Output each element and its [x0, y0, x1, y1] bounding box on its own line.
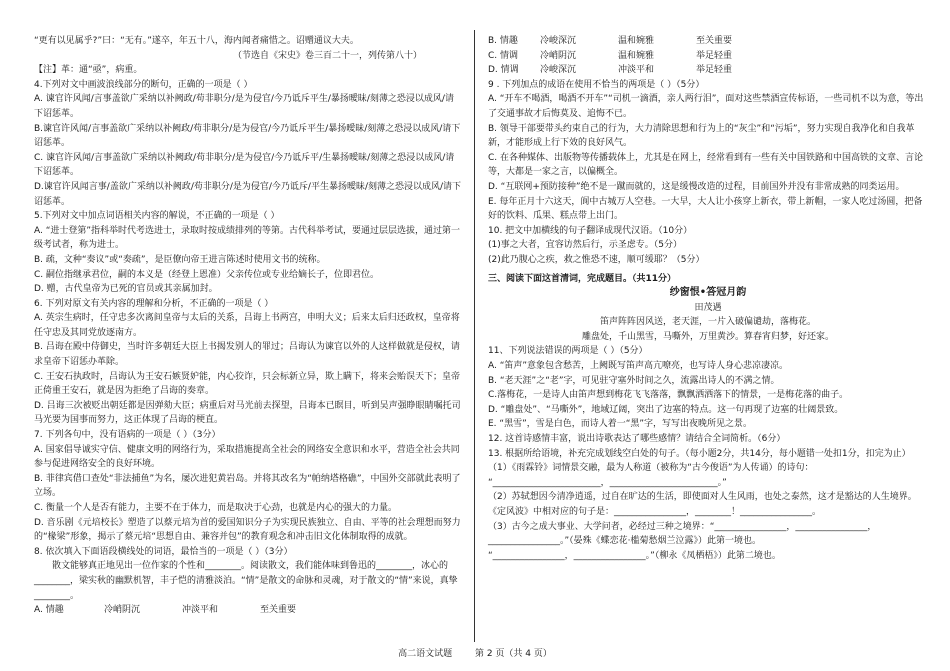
option-word-3: 至关重要 [696, 36, 733, 46]
q13-item-1: （1）《雨霖铃》词情景交融，最为人称道（被称为“古今俊语”为人传诵）的诗句： [488, 463, 814, 474]
q9-option-a: A. “开车不喝酒，喝酒不开车”“司机一滴酒，亲人两行泪”，面对这些禁酒宣传标语，一些司机不以为意，等出了交通事故才后悔莫及、追悔不已。 [488, 94, 924, 119]
left-column [34, 34, 462, 618]
q9-option-d: D. “互联网+预防接种”绝不是一蹴而就的，这是缓慢改造的过程，目前国外并没有非常成熟的同类运用。 [488, 181, 905, 192]
question-6: 6. 下列对原文有关内容的理解和分析，不正确的一项是（ ） [34, 298, 274, 309]
question-5: 5.下列对文中加点词语相关内容的解说，不正确的一项是（ ） [34, 211, 280, 222]
q13-item-2: （2）苏轼想因今清净逍遥，过自在旷达的生活，即使面对人生风雨，也处之泰然，这才是豁达的人生境界。《定风波》中相对应的句子是：________________，________！________________。 [488, 492, 917, 517]
option-label: C. 情调 [488, 50, 519, 61]
q6-option-c: C. 王安石执政时，吕诲认为王安石嫉贤妒能，内心狡诈，只会标新立异，欺上瞒下，将来会贻误天下；皇帝正倚重王安石，就是因为拒绝了吕诲的奏章。 [34, 371, 461, 397]
right-column [488, 34, 928, 563]
question-8: 8. 依次填入下面语段横线处的词语，最恰当的一项是（ ）（3分） [34, 546, 293, 557]
option-word-1: 冷峻深沉 [540, 36, 577, 46]
question-10: 10. 把文中加横线的句子翻译成现代汉语。（10分） [488, 225, 693, 236]
q13-item-3: （3）古今之成大事业、大学问者，必经过三种之境界：“________________，________________，________________。”（晏殊《蝶恋花·槛菊愁烟兰泣露》）此第一境也。 [488, 521, 877, 547]
q7-option-b: B. 菲律宾借口查处“非法捕鱼”为名，屡次进犯黄岩岛。并将其改名为“帕纳塔格礁”，中国外交部就此表明了立场。 [34, 473, 461, 499]
q11-option-b: B. “老天涯”之“老”字，可见驻守塞外时间之久，流露出诗人的不满之情。 [488, 375, 780, 386]
poem-title: 纱窗恨•答冠月韵 [669, 287, 747, 299]
footer-subject: 高二语文试题 [398, 649, 453, 659]
q4-option-b: B.谏官许风闻/言事盖欲广采纳以补阙政/苟非职分/是为侵官/今乃诋斥平生/暴扬曖昧/刻薄之恐浸以成风/请下诏惩革。 [34, 123, 461, 149]
option-word-2: 温和婉雅 [618, 50, 655, 61]
q13-item-1-blank: “________________________，________________________。” [488, 477, 727, 488]
q11-option-a: A. “笛声”意象包含愁苦，上阙既写笛声高亢嘹亮，也写诗人身心悲凉凄凉。 [488, 361, 789, 372]
option-label: D. 情调 [488, 65, 519, 76]
q5-option-c: C. 嗣位指继承君位，嗣的本义是（经登上恩准）父亲传位或专业给嫡长子，位即君位。 [34, 269, 380, 280]
q9-option-c: C. 在各种媒体、出版物等传播载体上，尤其是在网上，经常看到有一些有关中国铁路和中国高铁的文章、言论等，大都是一家之言，以偏概全。 [488, 152, 924, 178]
q5-option-b: B. 疏，文种“奏议”或“奏疏”，是臣僚向帝王进言陈述时使用文书的统称。 [34, 254, 326, 265]
q11-option-c: C.落梅花，一是诗人由笛声想到梅花飞飞落落，飘飘洒洒落下的情景，一是梅花落的曲子。 [488, 390, 849, 401]
q8-passage: 散文能够真正地见出一位作家的个性和________。阅读散文，我们能体味到鲁迅的________，冰心的________，梁实秋的幽默机智，丰子恺的清雅淡泊。“情”是散文的命脉和灵魂，对于散文的“情”来说，真挚________。 [34, 561, 458, 601]
q7-option-c: C. 衡量一个人是否有能力，主要不在于体力，而是取决于心劲，也就是内心的强大的力量。 [34, 503, 398, 513]
poem-line-1: 笛声阵阵因风送，老天涯，一片入破偏谴劫，落梅花。 [599, 317, 816, 328]
option-word-1: 冷峭阴沉 [104, 605, 141, 616]
section-3-title: 三、阅读下面这首清词，完成题目。（共11分） [488, 273, 677, 284]
q5-option-d: D. 赠，古代皇帝为已死的官员或其亲属加封。 [34, 284, 218, 295]
q6-option-a: A. 英宗生病时，任守忠多次离间皇帝与太后的关系，吕诲上书两宫，申明大义；后来太后归还政权，皇帝将任守忠及其同党放逐南方。 [34, 313, 460, 338]
footer-page-number: 第 2 页（共 4 页） [474, 649, 552, 659]
option-word-3: 至关重要 [260, 605, 297, 616]
page-footer [0, 646, 950, 659]
option-label: B. 情趣 [488, 36, 518, 46]
q6-option-b: B. 吕诲在殿中侍御史，当时许多朝廷大臣上书揭发别人的罪过；吕诲认为谏官以外的人这样做就是侵权，请求皇帝下诏惩办革除。 [34, 342, 460, 368]
q4-option-a: A. 谏官许风闻/言事盖欲广采纳以补阙政/苟非职分/是为侵官/今乃诋斥平生/暴扬曖昧/刻薄之恐浸以成风/请下诏惩革。 [34, 94, 454, 119]
question-12: 12. 这首诗感情丰富，说出诗歌表达了哪些感情？请结合全词简析。（6分） [488, 434, 786, 445]
question-9: 9 . 下列加点的成语在使用不恰当的两项是（ ）（5分） [488, 79, 705, 90]
q9-option-e: E. 每年正月十六这天，阆中古城万人空巷。一大早，大人让小孩穿上新衣，带上新帽，一家人吃过汤圆，把备好的饮料、瓜果、糕点带上出门。 [488, 196, 923, 222]
option-word-1: 冷峭阴沉 [540, 50, 577, 61]
q8-option-b [488, 34, 928, 49]
q6-option-d: D. 吕诲三次被贬出朝廷都是因弹劾大臣；病重后对马光前去探望，吕诲本已瞑目，听到吴声强睁眼睛嘱托司马光要为国事而努力，这正体现了吕诲的梗直。 [34, 400, 461, 426]
q13-item-3-cont: “________________，________________。”（柳永《凤栖梧》）此第二境也。 [488, 550, 781, 561]
option-word-2: 冲淡平和 [182, 605, 219, 616]
q10-sentence-1: (1)事之大者，宜容访然后行，示圣虑专。（5分） [488, 240, 682, 251]
poem-line-2: 雕盘处，千山黑雪，马嘶外，万里黄沙。算春宵归梦，好还家。 [581, 331, 834, 342]
column-divider [474, 30, 475, 642]
passage-source: （节选自《宋史》卷三百二十一，列传第八十） [232, 50, 422, 61]
q8-option-c [488, 49, 928, 64]
option-word-3: 举足轻重 [696, 50, 733, 61]
passage-ending: “更有以见属乎?”曰：“无有。”遂卒，年五十八，海内闻者痛惜之。诏赠通议大夫。 [34, 36, 359, 46]
question-7: 7. 下列各句中，没有语病的一项是（ ）（3分） [34, 430, 221, 441]
q8-option-a [34, 603, 462, 618]
option-label: A. 情趣 [34, 605, 64, 616]
q8-option-d [488, 63, 928, 78]
q11-option-d: D. “雕盘处”、“马嘶外”，地域辽阔，突出了边塞的特点。这一句再现了边塞的壮阔景致。 [488, 404, 844, 415]
q9-option-b: B. 领导干部要带头约束自己的行为，大力清除思想和行为上的“灰尘”和“污垢”，努力实现自我净化和自我革新，才能形成上行下效的良好风气。 [488, 123, 915, 149]
poem-author: 田茂遇 [694, 302, 722, 313]
q5-option-a: A. “进士登第”指科举时代考选进士，录取时按成绩排列的等第。古代科举考试，要通过层层选拔，通过第一级考试者，称为进士。 [34, 225, 461, 251]
q4-option-d: D.谏官许风闻言事/盖欲广采纳以补阙政/苟非职分/是为侵官/今乃诋斥/平生暴扬曖昧/刻薄之恐浸以成风/请下诏惩革。 [34, 181, 462, 207]
q7-option-a: A. 国家倡导诚实守信、健康文明的网络行为，采取措施提高全社会的网络安全意识和水平，营造全社会共同参与促进网络安全的良好环境。 [34, 444, 460, 470]
q7-option-d: D. 音乐剧《元培校长》塑造了以蔡元培为首的爱国知识分子为实现民族独立、自由、平等的社会理想而努力的“椽梁”形象，揭示了蔡元培“思想自由、兼容并包”的教育观念和冲击旧文化体制取得的成就。 [34, 517, 461, 543]
option-word-2: 冲淡平和 [618, 65, 655, 76]
question-4: 4.下列对文中画波浪线部分的断句，正确的一项是（ ） [34, 79, 253, 90]
option-word-3: 举足轻重 [696, 65, 733, 76]
q10-sentence-2: (2)此乃腹心之疾，救之惟恐不速，顺可缓耶？（5分） [488, 254, 705, 265]
q4-option-c: C. 谏官许风闻/言事盖欲广采纳以补阙政/苟非职分/是为侵官/今乃诋斥平/生暴扬曖昧/刻薄之恐浸以成风/请下诏惩革。 [34, 152, 455, 178]
q11-option-e: E. “黑雪”，雪是白色，而诗人着一“黑”字，写写出夜晚所见之景。 [488, 419, 753, 430]
annotation-note: 【注】革：通“亟”，病重。 [34, 65, 143, 76]
option-word-1: 冷峻深沉 [540, 65, 577, 76]
option-word-2: 温和婉雅 [618, 36, 655, 46]
question-13: 13. 根据所给语境，补充完成划线空白处的句子。（每小题2分，共14分，每小题错一处扣1分，扣完为止） [488, 448, 911, 459]
question-11: 11、下列说法错误的两项是（ ）（5分） [488, 346, 648, 357]
